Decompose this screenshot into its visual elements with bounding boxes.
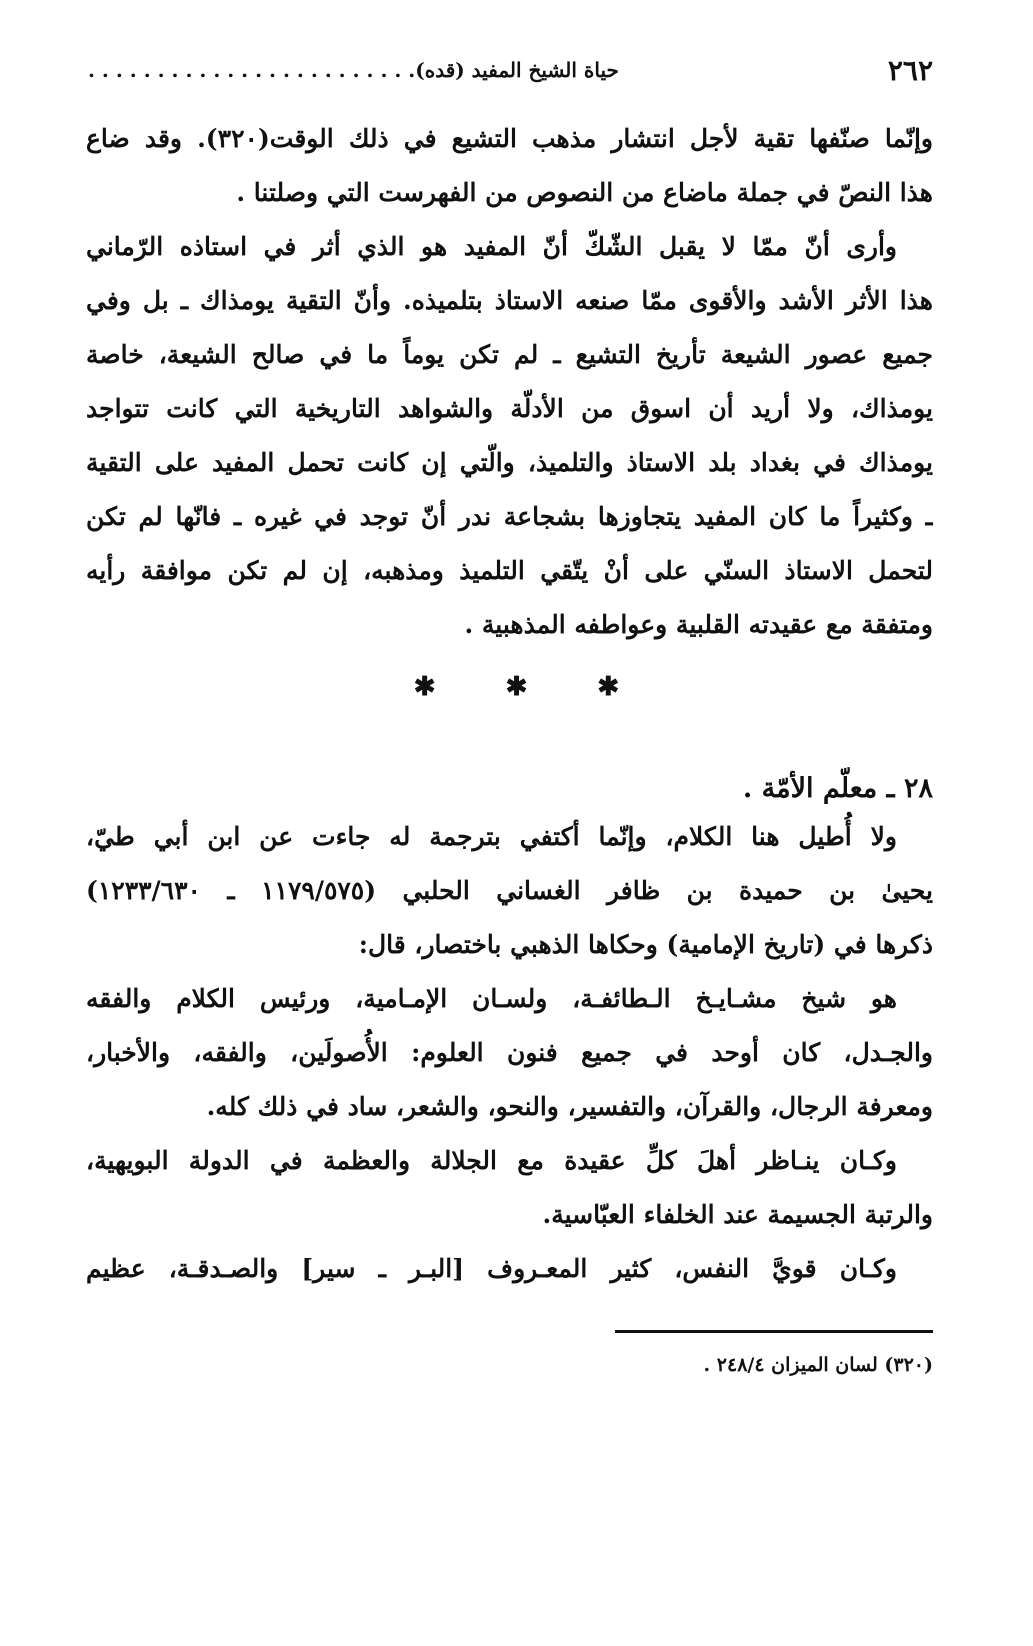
text-line: جميع عصور الشيعة تأريخ التشيع ـ لم تكن يوماً ما في صالح الشيعة، خاصة [86,340,933,369]
text-line: ـ وكثيراً ما كان المفيد يتجاوزها بشجاعة ندر أنّ توجد في غيره ـ فانّها لم تكن [86,502,933,531]
text-line: ومتفقة مع عقيدته القلبية وعواطفه المذهبية . [464,610,933,639]
text-line: والرتبة الجسيمة عند الخلفاء العبّاسية. [542,1200,933,1229]
body-text-top [86,112,933,652]
text-line: هذا النصّ في جملة ماضاع من النصوص من الفهرست التي وصلتنا . [236,178,933,207]
text-line: يحيىٰ بن حميدة بن ظافر الغساني الحلبي (١١٧٩/٥٧٥ ـ ١٢٣٣/٦٣٠) [86,876,933,905]
section-heading: ٢٨ ـ معلّم الأمّة . [742,773,933,804]
separator-star: ✱ [597,672,620,702]
text-line: يومذاك في بغداد بلد الاستاذ والتلميذ، والّتي إن كانت تحمل المفيد على التقية [86,448,933,477]
separator-star: ✱ [413,672,436,702]
text-line: يومذاك، ولا أريد أن اسوق من الأدلّة والشواهد التاريخية التي كانت تتواجد [86,394,933,423]
text-line: لتحمل الاستاذ السنّي على أنْ يتّقي التلميذ ومذهبه، إن لم تكن موافقة رأيه [86,556,933,585]
text-line: هذا الأثر الأشد والأقوى ممّا صنعه الاستاذ بتلميذه. وأنّ التقية يومذاك ـ بل وفي [86,286,933,315]
text-line: وكـان قويَّ النفس، كثير المعـروف [البـر ـ سير] والصـدقـة، عظيم [86,1254,897,1283]
text-line: وإنّما صنّفها تقية لأجل انتشار مذهب التشيع في ذلك الوقت(٣٢٠). وقد ضاع [86,124,933,153]
running-title: حياة الشيخ المفيد (قده). . . . . . . . . . . . . . . . . . . . . . . . [88,58,619,82]
text-line: وأرى أنّ ممّا لا يقبل الشّكّ أنّ المفيد هو الذي أثر في استاذه الرّماني [86,232,897,261]
text-line: وكـان ينـاظر أهلَ كلِّ عقيدة مع الجلالة والعظمة في الدولة البويهية، [86,1146,897,1175]
text-line: والجـدل، كان أوحد في جميع فنون العلوم: الأُصولَين، والفقه، والأخبار، [86,1038,933,1067]
separator-star: ✱ [505,672,528,702]
body-text-bottom [86,810,933,1296]
text-line: ومعرفة الرجال، والقرآن، والتفسير، والنحو، والشعر، ساد في ذلك كله. [206,1092,933,1121]
text-line: ولا أُطيل هنا الكلام، وإنّما أكتفي بترجمة له جاءت عن ابن أبي طيّ، [86,822,897,851]
page-number: ٢٦٢ [887,53,933,87]
text-line: هو شيخ مشـايـخ الـطائفـة، ولسـان الإمـامية، ورئيس الكلام والفقه [86,984,897,1013]
text-line: ذكرها في (تاريخ الإمامية) وحكاها الذهبي باختصار، قال: [358,930,933,959]
footnote: (٣٢٠) لسان الميزان ٢٤٨/٤ . [703,1354,933,1376]
section-separator [0,672,1033,702]
page-header [88,50,933,90]
footnote-divider [615,1330,933,1333]
